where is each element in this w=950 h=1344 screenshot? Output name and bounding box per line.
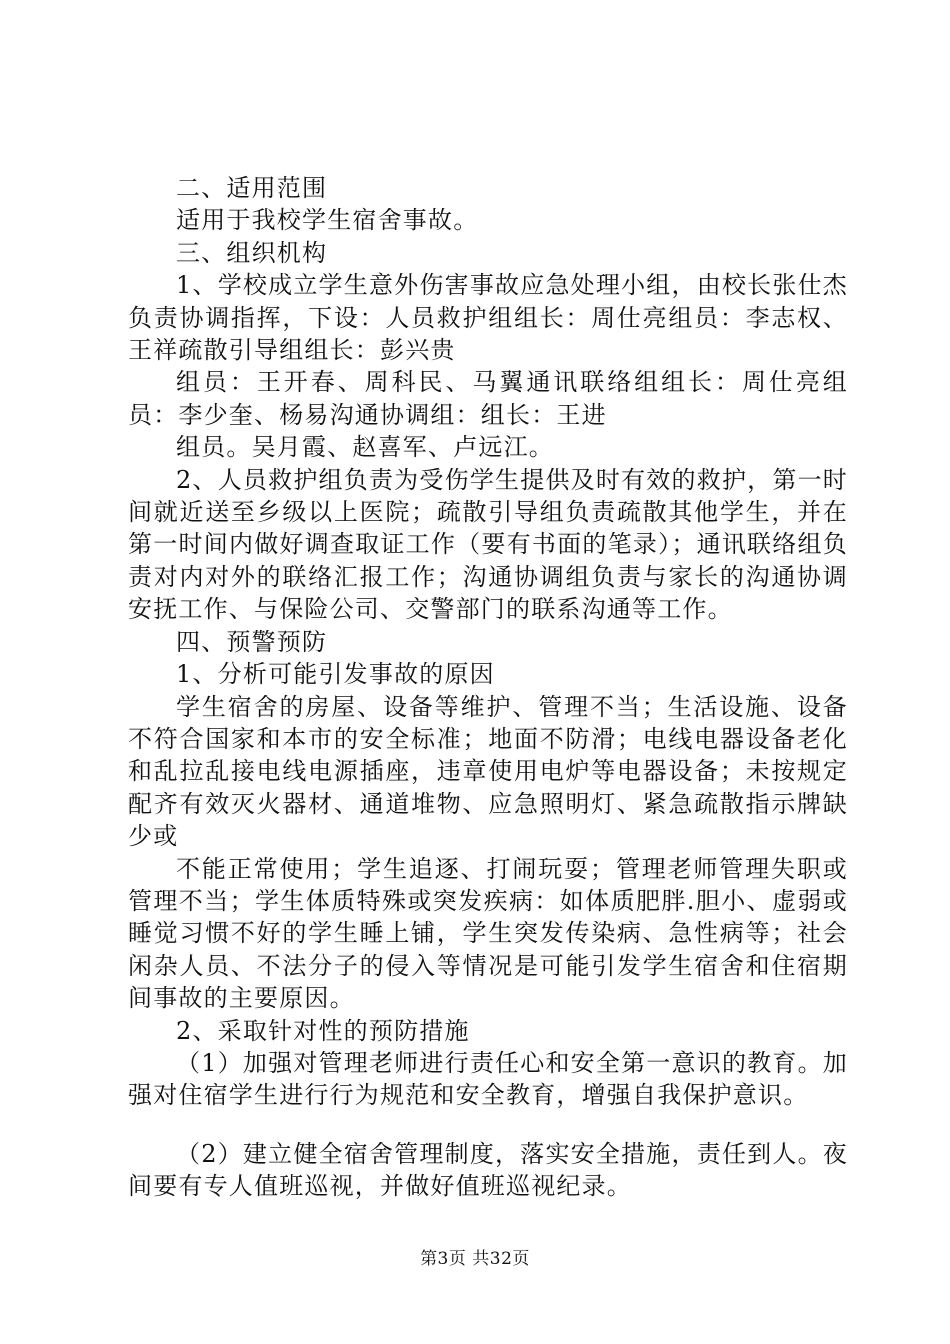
subheading-causes: 1、分析可能引发事故的原因 (176, 660, 495, 689)
scope-paragraph: 适用于我校学生宿舍事故。 (176, 206, 479, 235)
measure-paragraph-2: （2）建立健全宿舍管理制度，落实安全措施，责任到人。夜间要有专人值班巡视，并做好值班巡视纪录。 (128, 1139, 848, 1201)
responsibilities-paragraph: 2、人员救护组负责为受伤学生提供及时有效的救护，第一时间就近送至乡级以上医院；疏散引导组负责疏散其他学生，并在第一时间内做好调查取证工作（要有书面的笔录）；通讯联络组负责对内对外的联络汇报工作；沟通协调组负责与家长的沟通协调安抚工作、与保险公司、交警部门的联系沟通等工作。 (128, 465, 848, 624)
subheading-measures: 2、采取针对性的预防措施 (176, 1016, 470, 1045)
document-body (128, 172, 848, 1203)
section-heading-prevention: 四、预警预防 (176, 627, 328, 656)
page-number: 第3页 共32页 (420, 1249, 530, 1269)
organization-paragraph-2: 组员：王开春、周科民、马翼通讯联络组组长：周仕亮组员：李少奎、杨易沟通协调组：组长：王进 (128, 368, 848, 429)
page-footer (0, 1244, 950, 1269)
section-heading-organization: 三、组织机构 (176, 238, 328, 267)
measure-paragraph-1: （1）加强对管理老师进行责任心和安全第一意识的教育。加强对住宿学生进行行为规范和安全教育，增强自我保护意识。 (128, 1048, 848, 1110)
causes-paragraph-1: 学生宿舍的房屋、设备等维护、管理不当；生活设施、设备不符合国家和本市的安全标准；地面不防滑；电线电器设备老化和乱拉乱接电线电源插座，违章使用电炉等电器设备；未按规定配齐有效灭火器材、通道堆物、应急照明灯、紧急疏散指示牌缺少或 (128, 692, 848, 851)
organization-paragraph-1: 1、学校成立学生意外伤害事故应急处理小组，由校长张仕杰负责协调指挥，下设：人员救护组组长：周仕亮组员：李志权、王祥疏散引导组组长：彭兴贵 (128, 271, 848, 365)
section-heading-scope: 二、适用范围 (176, 174, 328, 202)
organization-paragraph-3: 组员。吴月霞、赵喜军、卢远江。 (176, 433, 554, 462)
causes-paragraph-2: 不能正常使用；学生追逐、打闹玩耍；管理老师管理失职或管理不当；学生体质特殊或突发疾病：如体质肥胖.胆小、虚弱或睡觉习惯不好的学生睡上铺，学生突发传染病、急性病等；社会闲杂人员、不法分子的侵入等情况是可能引发学生宿舍和住宿期间事故的主要原因。 (128, 854, 848, 1013)
